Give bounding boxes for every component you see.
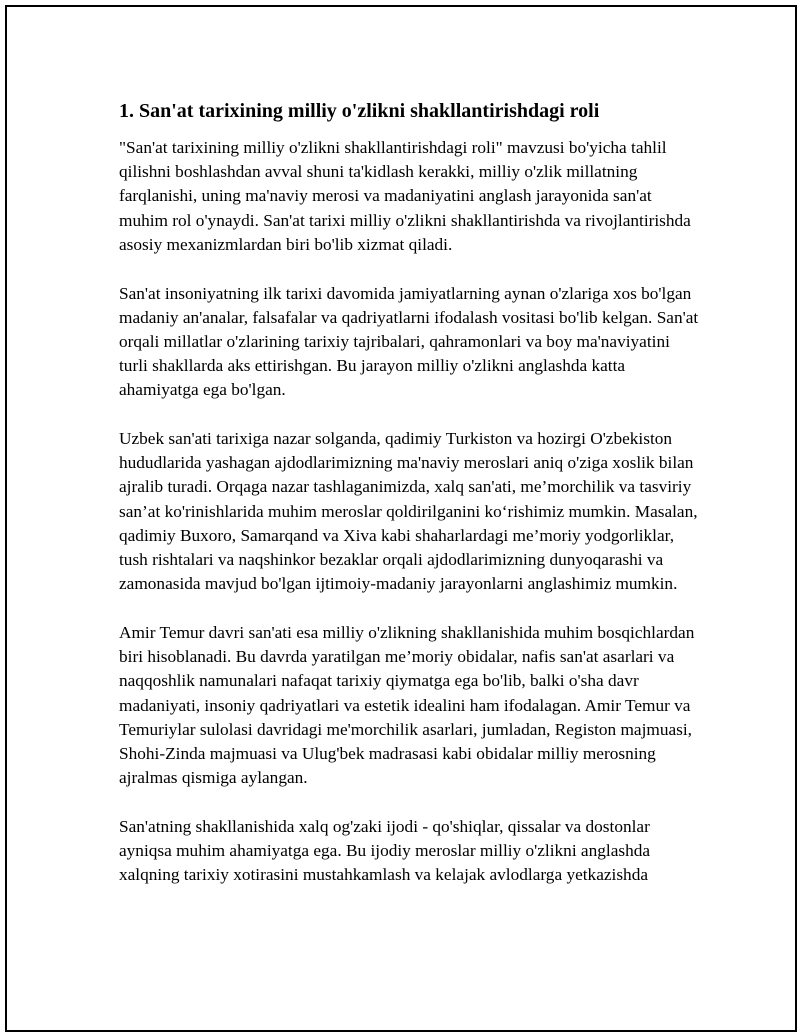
paragraph-amir-temur: Amir Temur davri san'ati esa milliy o'zlikning shakllanishida muhim bosqichlardan biri hisoblanadi. Bu davrda yaratilgan me’moriy obidalar, nafis san'at asarlari va naqqoshlik namunalari nafaqat tarixiy qiymatga ega bo'lib, balki o'sha davr madaniyati, insoniy qadriyatlari va estetik idealini ham ifodalagan. Amir Temur va Temuriylar sulolasi davridagi me'morchilik asarlari, jumladan, Registon majmuasi, Shohi-Zinda majmuasi va Ulug'bek madrasasi kabi obidalar milliy merosning ajralmas qismiga aylangan. (119, 622, 695, 788)
paragraph-early-history: San'at insoniyatning ilk tarixi davomida jamiyatlarning aynan o'zlariga xos bo'lgan madaniy an'analar, falsafalar va qadriyatlarni ifodalash vositasi bo'lib kelgan. San'at orqali millatlar o'zlarining tarixiy tajribalari, qahramonlari va boy ma'naviyatini turli shakllarda aks ettirishgan. Bu jarayon milliy o'zlikni anglashda katta ahamiyatga ega bo'lgan. (119, 283, 699, 400)
paragraph-intro: "San'at tarixining milliy o'zlikni shakllantirishdagi roli" mavzusi bo'yicha tahlil qilishni boshlashdan avval shuni ta'kidlash kerakki, milliy o'zlik millatning farqlanishi, uning ma'naviy merosi va madaniyatini anglash jarayonida san'at muhim rol o'ynaydi. San'at tarixi milliy o'zlikni shakllantirishda va rivojlantirishda asosiy mexanizmlardan biri bo'lib xizmat qiladi. (119, 138, 691, 254)
document-body (119, 98, 699, 912)
paragraph-folk-art: San'atning shakllanishida xalq og'zaki ijodi - qo'shiqlar, qissalar va dostonlar ayniqsa muhim ahamiyatga ega. Bu ijodiy meroslar milliy o'zlikni anglashda xalqning tarixiy xotirasini mustahkamlash va kelajak avlodlarga yetkazishda (119, 816, 651, 885)
page-frame (5, 5, 797, 1032)
paragraph-uzbek-art: Uzbek san'ati tarixiga nazar solganda, qadimiy Turkiston va hozirgi O'zbekiston hududlarida yashagan ajdodlarimizning ma'naviy meroslari aniq o'ziga xoslik bilan ajralib turadi. Orqaga nazar tashlaganimizda, xalq san'ati, me’morchilik va tasviriy san’at ko'rinishlarida muhim meroslar qoldirilganini ko‘rishimiz mumkin. Masalan, qadimiy Buxoro, Samarqand va Xiva kabi shaharlardagi me’moriy yodgorliklar, tush rishtalari va naqshinkor bezaklar orqali ajdodlarimizning dunyoqarashi va zamonasida mavjud bo'lgan ijtimoiy-madaniy jarayonlarni anglashimiz mumkin. (119, 429, 698, 594)
section-heading: 1. San'at tarixining milliy o'zlikni shakllantirishdagi roli (119, 100, 600, 122)
